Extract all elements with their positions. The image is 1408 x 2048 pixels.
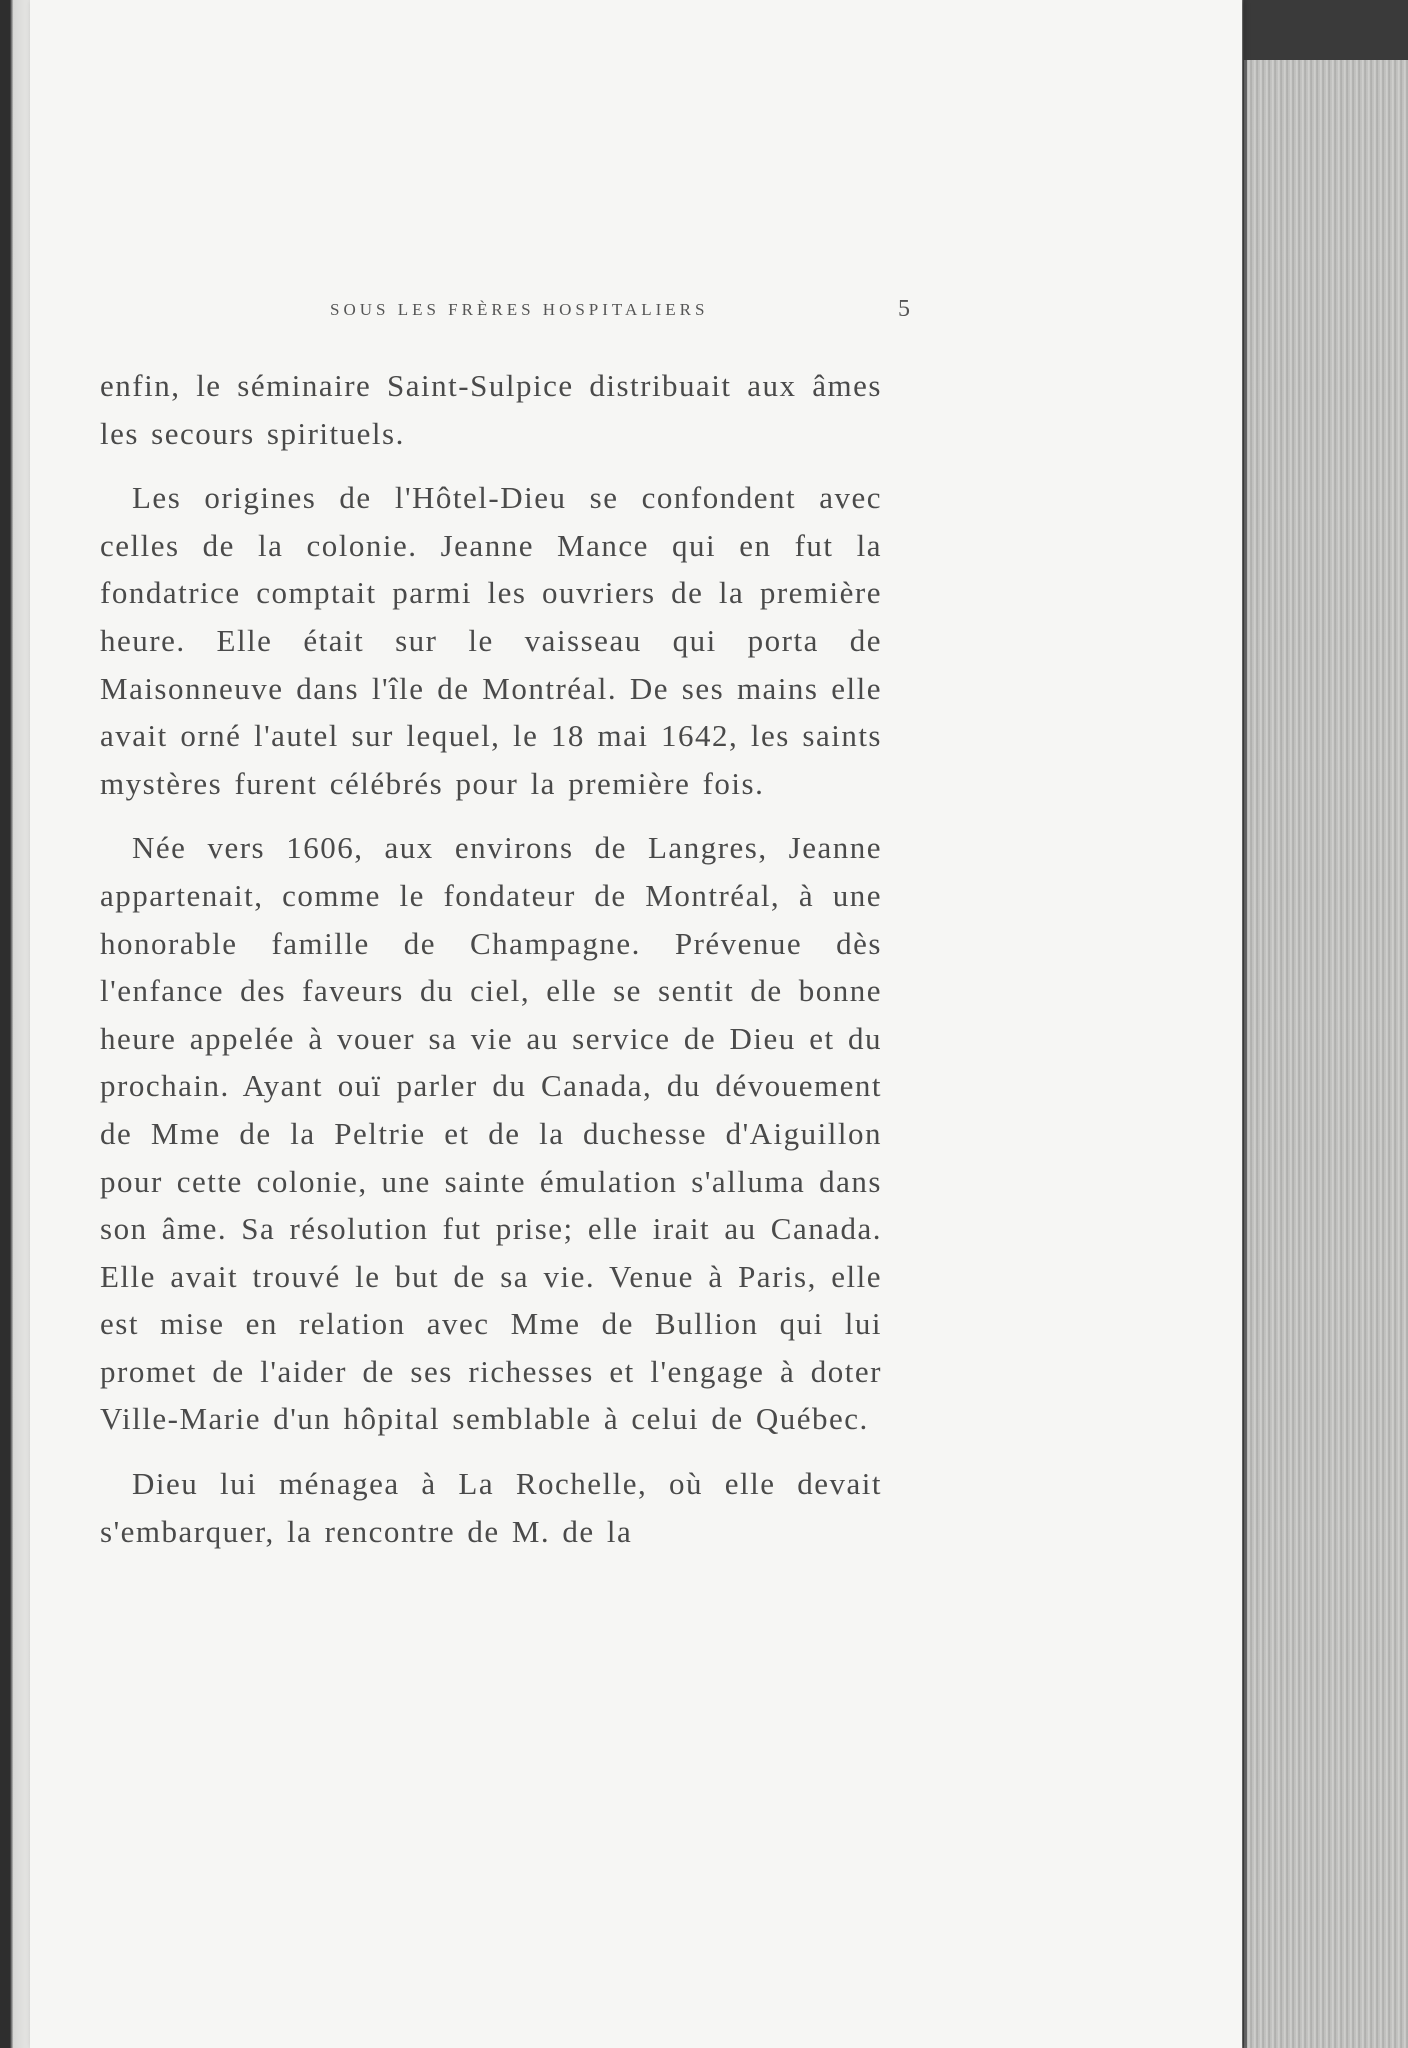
book-fore-edge xyxy=(1244,60,1408,2048)
paragraph-2: Les origines de l'Hôtel-Dieu se confondent avec celles de la colonie. Jeanne Mance qui en fut la fondatrice comptait parmi les ouvriers de la première heure. Elle était sur le vaisseau qui porta de Maisonneuve dans l'île de Montréal. De ses mains elle avait orné l'autel sur lequel, le 18 mai 1642, les saints mystères furent célébrés pour la première fois. xyxy=(100,480,882,801)
page-number: 5 xyxy=(898,296,910,322)
paragraph-1: enfin, le séminaire Saint-Sulpice distribuait aux âmes les secours spirituels. xyxy=(100,368,882,451)
paragraph-4: Dieu lui ménagea à La Rochelle, où elle devait s'embarquer, la rencontre de M. de la xyxy=(100,1466,882,1549)
book-page xyxy=(30,0,1242,2048)
page-header xyxy=(130,296,910,336)
background-top-right xyxy=(1244,0,1408,60)
running-title: SOUS LES FRÈRES HOSPITALIERS xyxy=(330,300,709,319)
paragraph-3: Née vers 1606, aux environs de Langres, Jeanne appartenait, comme le fondateur de Montréal, à une honorable famille de Champagne. Prévenue dès l'enfance des faveurs du ciel, elle se sentit de bonne heure appelée à vouer sa vie au service de Dieu et du prochain. Ayant ouï parler du Canada, du dévouement de Mme de la Peltrie et de la duchesse d'Aiguillon pour cette colonie, une sainte émulation s'alluma dans son âme. Sa résolution fut prise; elle irait au Canada. Elle avait trouvé le but de sa vie. Venue à Paris, elle est mise en relation avec Mme de Bullion qui lui promet de l'aider de ses richesses et l'engage à doter Ville-Marie d'un hôpital semblable à celui de Québec. xyxy=(100,830,882,1437)
body-text xyxy=(100,362,882,1572)
